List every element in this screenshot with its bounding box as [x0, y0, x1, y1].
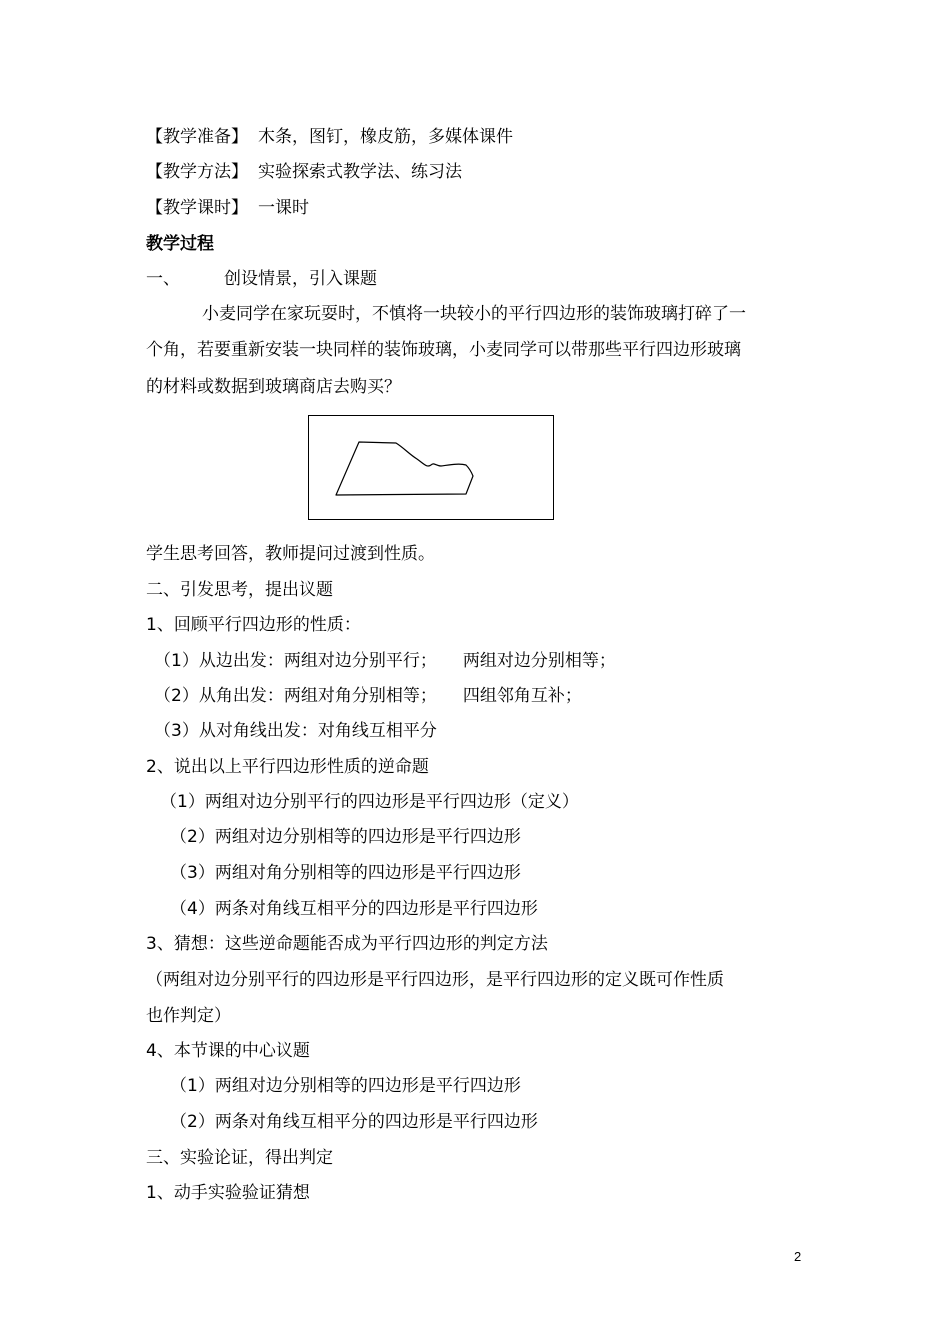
section1-title: 创设情景，引入课题	[224, 269, 377, 289]
item-part-b: 两组对边分别相等；	[462, 651, 616, 671]
section3-title: 三、实验论证，得出判定	[146, 1148, 333, 1168]
method-value: 实验探索式教学法、练习法	[258, 162, 462, 182]
item-part-b: 四组邻角互补；	[462, 686, 582, 706]
section2-p3-title: 3、猜想：这些逆命题能否成为平行四边形的判定方法	[146, 934, 548, 954]
section2-p3-line-1: （两组对边分别平行的四边形是平行四边形，是平行四边形的定义既可作性质	[146, 970, 724, 990]
prep-label: 【教学准备】	[146, 127, 248, 147]
item-part-a: （2）从角出发：两组对角分别相等；	[154, 686, 437, 706]
section2-p4-title: 4、本节课的中心议题	[146, 1041, 310, 1061]
section1-num: 一、	[146, 269, 180, 289]
broken-glass-figure	[308, 415, 554, 520]
section2-p2-item-3: （3）两组对角分别相等的四边形是平行四边形	[170, 863, 521, 883]
section1-para-line-2: 个角，若要重新安装一块同样的装饰玻璃，小麦同学可以带那些平行四边形玻璃	[146, 340, 741, 360]
section2-p1-item-1	[154, 650, 616, 672]
hours-line	[146, 197, 309, 219]
section1-after-figure: 学生思考回答，教师提问过渡到性质。	[146, 544, 435, 564]
hours-label: 【教学课时】	[146, 198, 248, 218]
section1-heading	[146, 268, 377, 290]
method-label: 【教学方法】	[146, 162, 248, 182]
section2-p2-title: 2、说出以上平行四边形性质的逆命题	[146, 757, 429, 777]
method-line	[146, 161, 462, 183]
page-number: 2	[794, 1249, 802, 1264]
item-part-a: （3）从对角线出发：对角线互相平分	[154, 721, 437, 741]
prep-value: 木条，图钉，橡皮筋，多媒体课件	[258, 127, 513, 147]
item-part-a: （1）从边出发：两组对边分别平行；	[154, 651, 437, 671]
section1-para-line-3: 的材料或数据到玻璃商店去购买？	[146, 377, 401, 397]
section1-para-line-1: 小麦同学在家玩耍时，不慎将一块较小的平行四边形的装饰玻璃打碎了一	[202, 304, 746, 324]
section2-p2-item-1: （1）两组对边分别平行的四边形是平行四边形（定义）	[160, 792, 579, 812]
section2-p4-item-2: （2）两条对角线互相平分的四边形是平行四边形	[170, 1112, 538, 1132]
section3-sub1: 1、动手实验验证猜想	[146, 1183, 310, 1203]
section2-title: 二、引发思考，提出议题	[146, 580, 333, 600]
section2-p1-item-2	[154, 685, 582, 707]
process-title: 教学过程	[146, 234, 214, 254]
section2-p1-title: 1、回顾平行四边形的性质：	[146, 615, 361, 635]
section2-p2-item-2: （2）两组对边分别相等的四边形是平行四边形	[170, 827, 521, 847]
hours-value: 一课时	[258, 198, 309, 218]
broken-parallelogram-sketch	[309, 416, 555, 521]
section2-p2-item-4: （4）两条对角线互相平分的四边形是平行四边形	[170, 899, 538, 919]
section2-p3-line-2: 也作判定）	[146, 1006, 231, 1026]
prep-line	[146, 126, 513, 148]
section2-p4-item-1: （1）两组对边分别相等的四边形是平行四边形	[170, 1076, 521, 1096]
section2-p1-item-3	[154, 720, 437, 742]
